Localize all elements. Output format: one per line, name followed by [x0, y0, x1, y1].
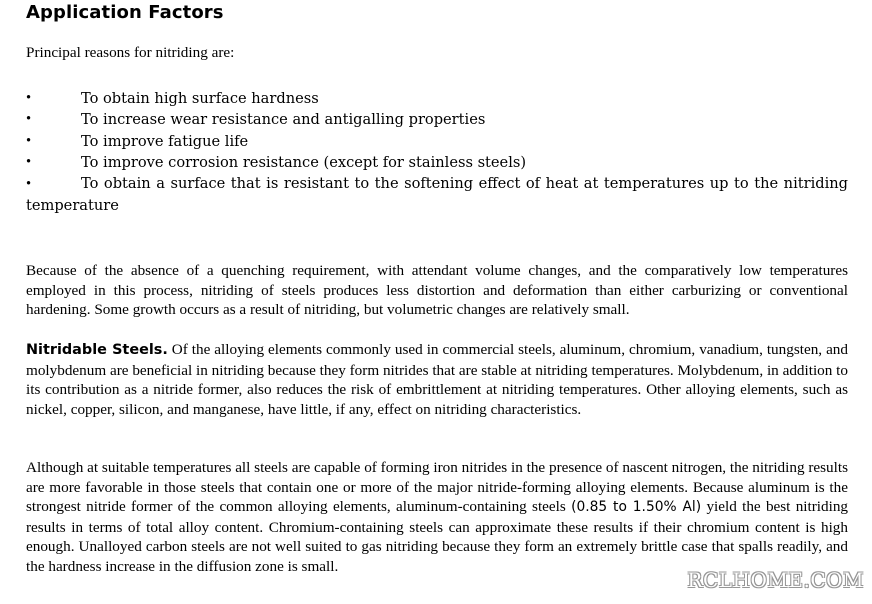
list-item: • To obtain high surface hardness — [26, 88, 848, 109]
intro-text: Principal reasons for nitriding are: — [26, 44, 235, 61]
bullet-icon: • — [26, 176, 32, 193]
list-item: • To increase wear resistance and antigalling properties — [26, 109, 848, 130]
bullet-icon: • — [26, 132, 32, 149]
paragraph-body: Of the alloying elements commonly used in commercial steels, aluminum, chromium, vanadium, tungsten, and molybdenum are beneficial in nitriding because they form nitrides that are stable at nitriding temperatures. Molybdenum, in addition to its contribution as a nitride former, also reduces the risk of embrittlement at nitriding temperatures. Other alloying elements, such as nickel, copper, silicon, and manganese, have little, if any, effect on nitriding characteristics. — [26, 341, 848, 418]
reasons-list — [26, 88, 848, 217]
watermark-logo: RCLHOME.COM — [687, 568, 864, 592]
section-heading: Application Factors — [26, 2, 224, 23]
paragraph-lead-heading: Nitridable Steels. — [26, 342, 168, 358]
paragraph-nitridable-steels — [26, 340, 848, 419]
paragraph-distortion: Because of the absence of a quenching requirement, with attendant volume changes, and the comparatively low temperatures employed in this process, nitriding of steels produces less distortion and deformation than either carburizing or conventional hardening. Some growth occurs as a result of nitriding, but volumetric changes are relatively small. — [26, 262, 848, 318]
bullet-icon: • — [26, 111, 32, 128]
bullet-icon: • — [26, 90, 32, 106]
alloy-range: (0.85 to 1.50% Al) — [571, 499, 702, 515]
list-item: • To obtain a surface that is resistant to the softening effect of heat at temperatures up to the nitriding temperature — [26, 175, 848, 215]
paragraph-alloying-elements — [26, 458, 848, 576]
list-item: • To improve corrosion resistance (except for stainless steels) — [26, 152, 848, 173]
paragraph-body: yield the best nitriding results in terms of total alloy content. Chromium-containing steels can approximate these results if their chromium content is high enough. Unalloyed carbon steels are not well suited to gas nitriding because they form an extremely brittle case that spalls readily, and the hardness increase in the diffusion zone is small. — [26, 498, 849, 575]
bullet-icon: • — [26, 153, 32, 170]
list-item: • To improve fatigue life — [26, 131, 848, 152]
paragraph-body: Although at suitable temperatures all steels are capable of forming iron nitrides in the presence of nascent nitrogen, the nitriding results are more favorable in those steels that contain one or more of the major nitride-forming alloying elements. Because aluminum is the strongest nitride former of the common alloying elements, aluminum-containing steels — [26, 459, 848, 515]
